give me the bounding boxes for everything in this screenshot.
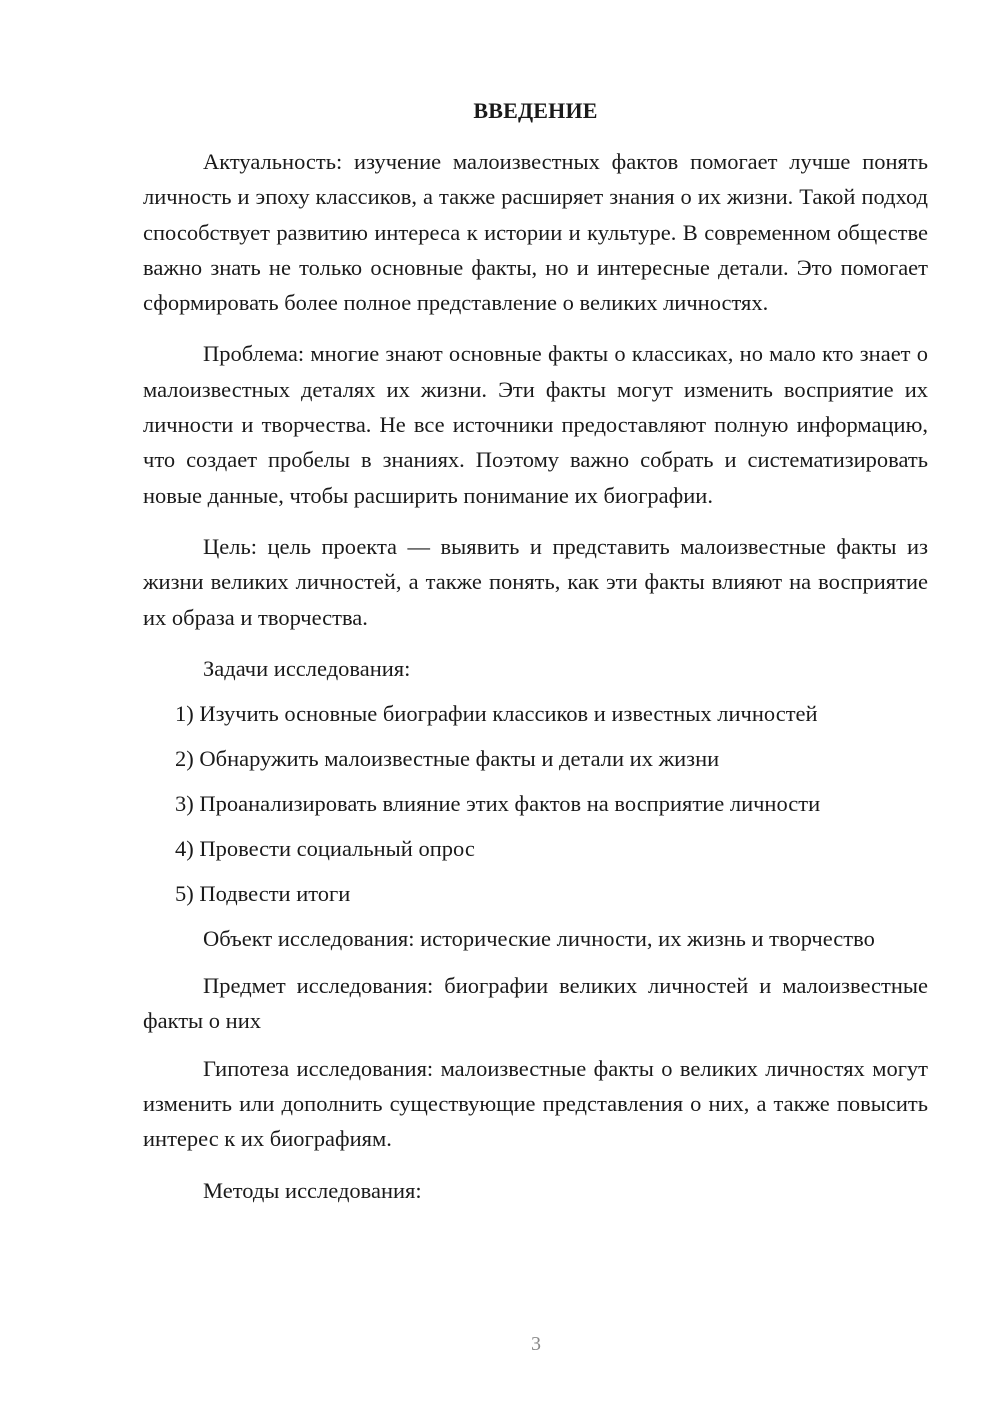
list-item-text: Обнаружить малоизвестные факты и детали их жизни bbox=[199, 745, 720, 771]
problem-paragraph: Проблема: многие знают основные факты о классиках, но мало кто знает о малоизвестных деталях их жизни. Эти факты могут изменить восприятие их личности и творчества. Не все источники предоставляют полную информацию, что создает пробелы в знаниях. Поэтому важно собрать и систематизировать новые данные, чтобы расширить понимание их биографии. bbox=[143, 341, 928, 508]
relevance-paragraph: Актуальность: изучение малоизвестных фактов помогает лучше понять личность и эпоху классиков, а также расширяет знания о их жизни. Такой подход способствует развитию интереса к истории и культуре. В современном обществе важно знать не только основные факты, но и интересные детали. Это помогает сформировать более полное представление о великих личностях. bbox=[143, 149, 928, 316]
list-item bbox=[143, 876, 928, 911]
hypothesis-paragraph: Гипотеза исследования: малоизвестные факты о великих личностях могут изменить или дополнить существующие представления о них, а также повысить интерес к их биографиям. bbox=[143, 1055, 928, 1152]
subject-paragraph: Предмет исследования: биографии великих личностей и малоизвестные факты о них bbox=[143, 973, 928, 1034]
list-item-text: Провести социальный опрос bbox=[199, 835, 475, 861]
tasks-list bbox=[143, 696, 928, 911]
object-paragraph: Объект исследования: исторические личности, их жизнь и творчество bbox=[203, 925, 875, 951]
tasks-heading: Задачи исследования: bbox=[203, 655, 411, 681]
page-title: ВВЕДЕНИЕ bbox=[473, 98, 598, 123]
list-item bbox=[143, 741, 928, 776]
list-item bbox=[143, 696, 928, 731]
list-item-number: 1 ) bbox=[175, 701, 199, 726]
list-item-number: 4 ) bbox=[175, 836, 199, 861]
goal-paragraph: Цель: цель проекта — выявить и представить малоизвестные факты из жизни великих личностей, а также понять, как эти факты влияют на восприятие их образа и творчества. bbox=[143, 533, 928, 630]
list-item bbox=[143, 786, 928, 821]
methods-heading: Методы исследования: bbox=[203, 1177, 422, 1203]
list-item-text: Подвести итоги bbox=[199, 880, 351, 906]
page-content bbox=[143, 98, 928, 1224]
list-item bbox=[143, 831, 928, 866]
list-item-number: 3 ) bbox=[175, 791, 199, 816]
list-item-number: 5 ) bbox=[175, 881, 199, 906]
list-item-text: Проанализировать влияние этих фактов на восприятие личности bbox=[199, 790, 821, 816]
list-item-number: 2 ) bbox=[175, 746, 199, 771]
page-number: 3 bbox=[531, 1333, 541, 1355]
list-item-text: Изучить основные биографии классиков и известных личностей bbox=[199, 700, 818, 726]
